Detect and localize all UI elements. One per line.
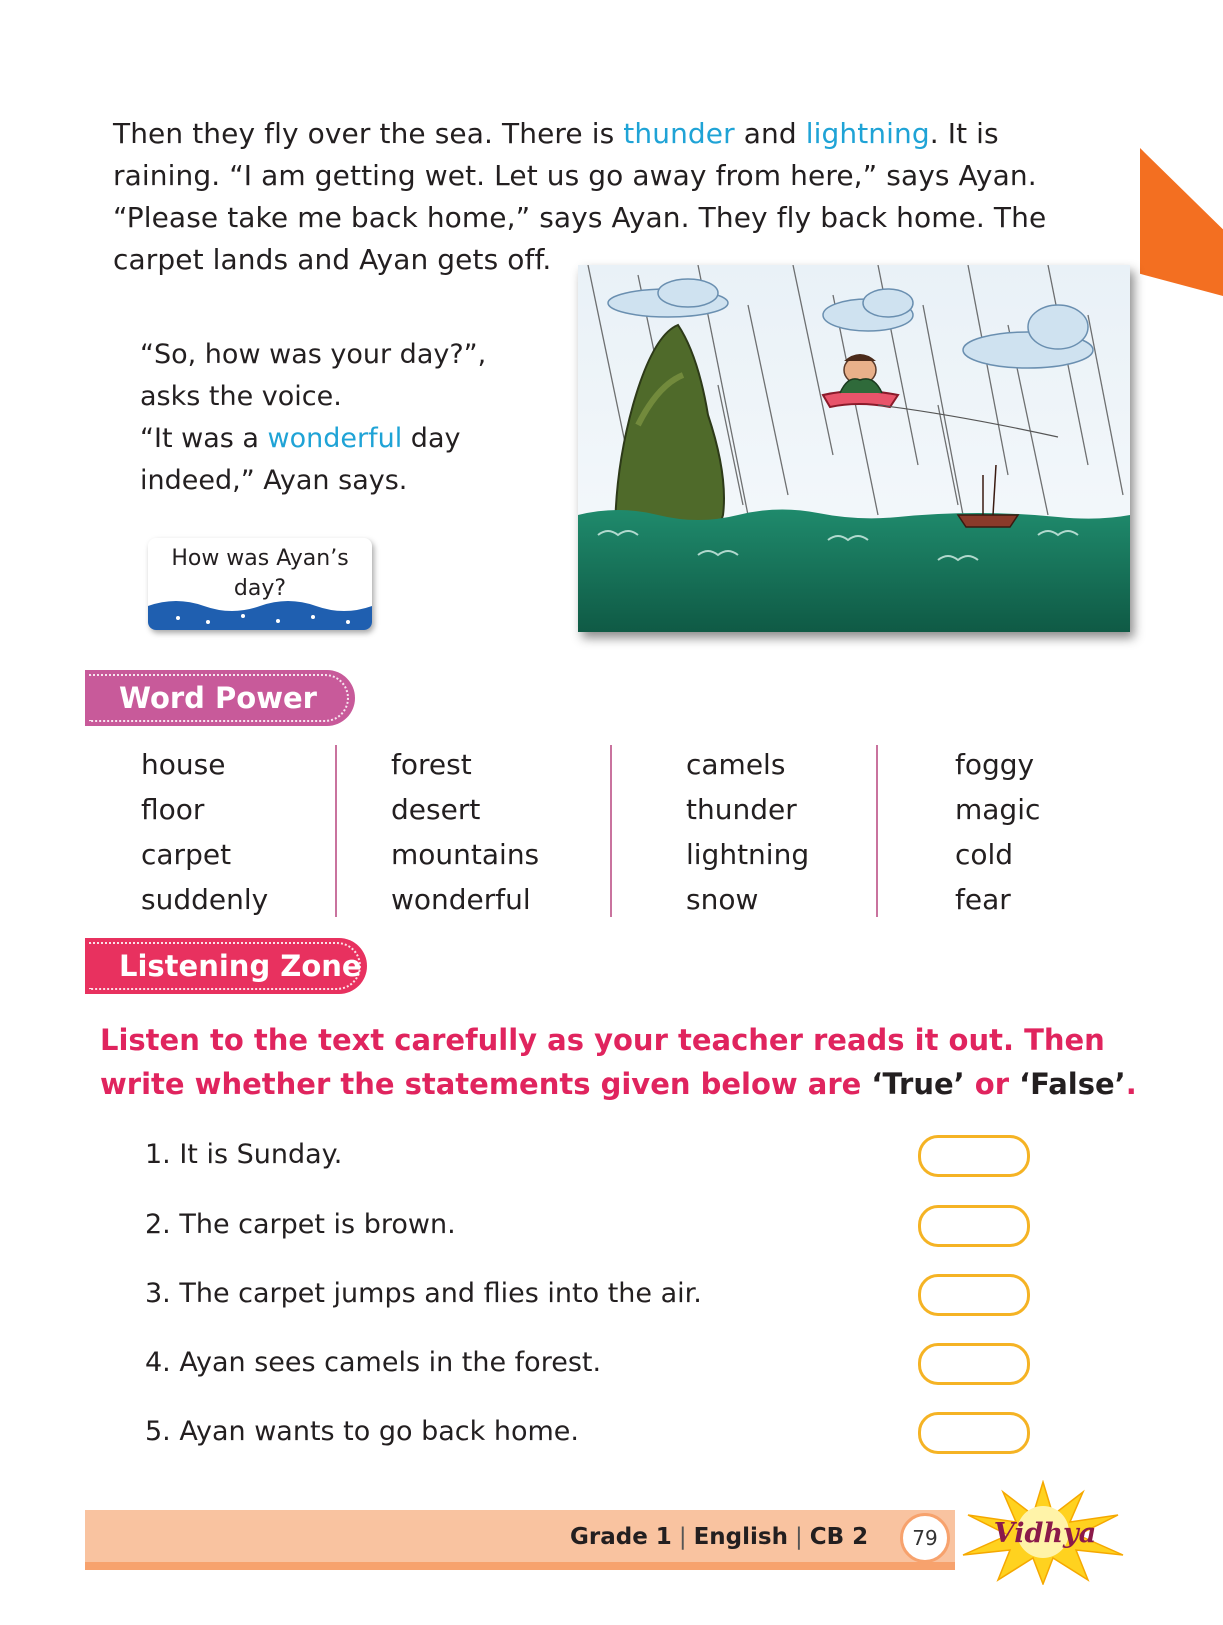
word-column-4 — [955, 742, 1040, 922]
story-paragraph — [113, 113, 1113, 281]
word-column-2 — [391, 742, 539, 922]
column-divider — [335, 745, 337, 917]
answer-box-1[interactable] — [918, 1135, 1030, 1177]
question-card — [148, 538, 372, 630]
word-item: desert — [391, 793, 481, 826]
dialogue-line: asks the voice. — [140, 381, 342, 412]
story-text-3: . It is raining. “I am getting wet. Let us go away from here,” says Ayan. “Please take me back home,” says Ayan. They fly back home. The carpet lands and Ayan gets off. — [113, 117, 1047, 276]
word-column-3 — [686, 742, 809, 922]
footer-grade: Grade 1 — [570, 1524, 672, 1550]
listening-zone-title: Listening Zone — [119, 949, 362, 983]
page-number: 79 — [900, 1513, 950, 1563]
dialogue-block — [140, 334, 540, 502]
word-power-heading — [85, 670, 355, 726]
statement-3: 3. The carpet jumps and flies into the air. — [145, 1278, 702, 1309]
wave-decoration-icon — [148, 596, 372, 630]
page-edge-tab — [1140, 148, 1223, 296]
answer-box-5[interactable] — [918, 1412, 1030, 1454]
statement-5: 5. Ayan wants to go back home. — [145, 1416, 579, 1447]
word-item: forest — [391, 748, 472, 781]
word-item: cold — [955, 838, 1014, 871]
answer-box-3[interactable] — [918, 1274, 1030, 1316]
highlight-word-thunder: thunder — [623, 117, 735, 150]
story-text-2: and — [734, 117, 806, 150]
answer-box-4[interactable] — [918, 1343, 1030, 1385]
dotted-border — [89, 674, 349, 722]
word-item: mountains — [391, 838, 540, 871]
dotted-border — [89, 942, 361, 990]
column-divider — [876, 745, 878, 917]
question-text: How was Ayan’s day? — [171, 546, 349, 601]
false-label: ‘False’ — [1019, 1067, 1126, 1101]
word-power-title: Word Power — [119, 681, 317, 715]
statement-2: 2. The carpet is brown. — [145, 1209, 456, 1240]
word-item: lightning — [686, 838, 810, 871]
dialogue-line: “It was a wonderful day — [140, 423, 461, 454]
true-label: ‘True’ — [871, 1067, 965, 1101]
word-item: carpet — [141, 838, 232, 871]
answer-box-2[interactable] — [918, 1205, 1030, 1247]
highlight-word-wonderful: wonderful — [267, 423, 403, 454]
dialogue-line: indeed,” Ayan says. — [140, 465, 408, 496]
statement-4: 4. Ayan sees camels in the forest. — [145, 1347, 602, 1378]
highlight-word-lightning: lightning — [805, 117, 930, 150]
listening-instruction: Listen to the text carefully as your teacher reads it out. Then write whether the statements given below are ‘True’ or ‘False’. — [100, 1023, 1137, 1101]
rain-sea-carpet-illustration — [578, 265, 1130, 632]
word-item: floor — [141, 793, 205, 826]
logo-text: Vidhya — [993, 1518, 1097, 1549]
word-item: thunder — [686, 793, 797, 826]
footer-subject: English — [693, 1524, 788, 1550]
word-item: magic — [955, 793, 1041, 826]
word-item: house — [141, 748, 226, 781]
word-item: snow — [686, 883, 759, 916]
word-item: fear — [955, 883, 1011, 916]
word-item: camels — [686, 748, 786, 781]
illustration-drawing — [578, 265, 1130, 632]
footer-book: CB 2 — [809, 1524, 869, 1550]
word-item: wonderful — [391, 883, 531, 916]
story-text-1: Then they fly over the sea. There is — [113, 117, 624, 150]
word-column-1 — [141, 742, 268, 922]
word-item: suddenly — [141, 883, 269, 916]
footer-info: Grade 1 | English | CB 2 — [570, 1524, 869, 1550]
listening-zone-heading — [85, 938, 367, 994]
dialogue-line: “So, how was your day?”, — [140, 339, 487, 370]
column-divider — [610, 745, 612, 917]
word-item: foggy — [955, 748, 1035, 781]
statement-1: 1. It is Sunday. — [145, 1139, 343, 1170]
